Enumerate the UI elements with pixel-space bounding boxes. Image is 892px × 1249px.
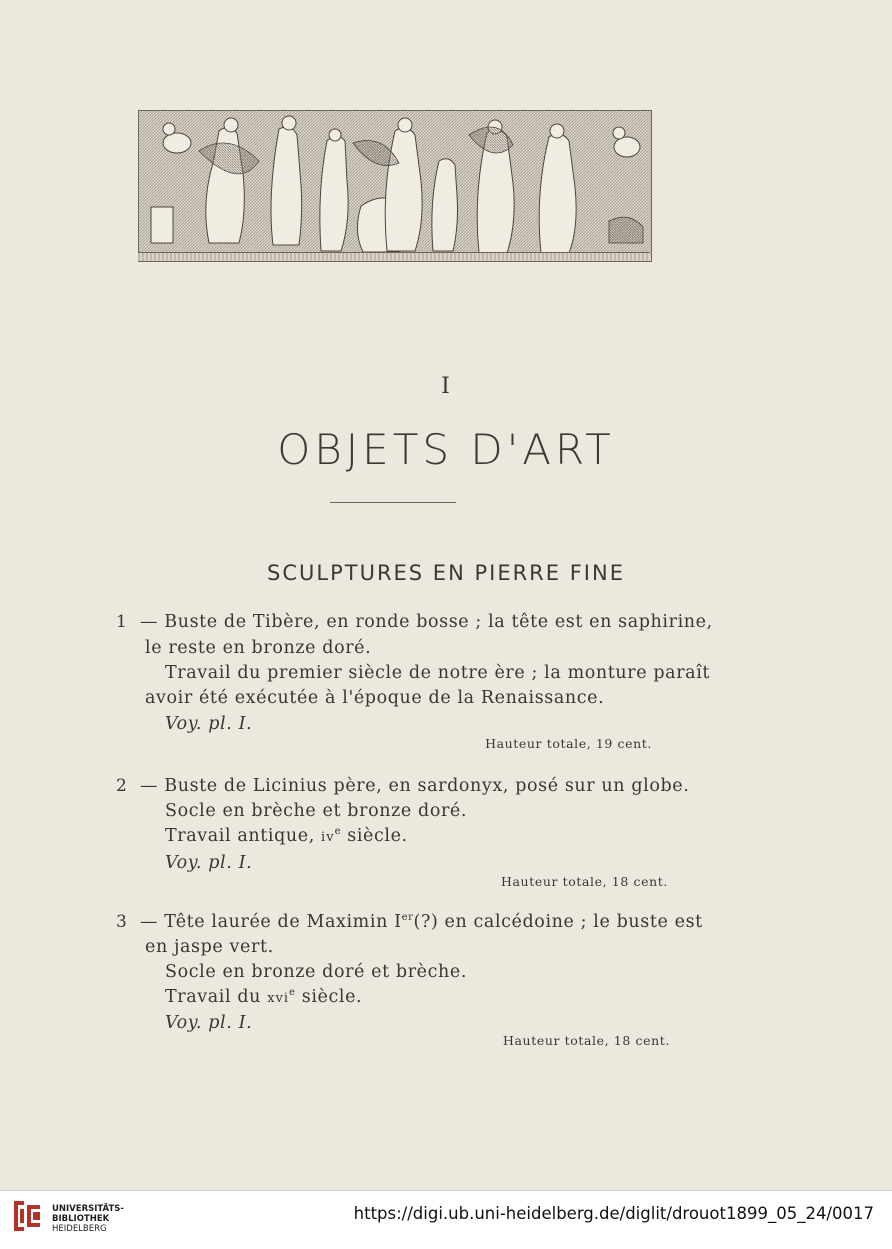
entry-number: 1: [116, 612, 127, 632]
entry-text-line: Socle en bronze doré et brèche.: [165, 962, 468, 982]
heidelberg-library-logo-icon: [10, 1199, 44, 1233]
entry-number: 3: [116, 912, 127, 932]
page-title: OBJETS D'ART: [277, 425, 615, 474]
entry-text-line: — Tête laurée de Maximin Ier(?) en calcédoine ; le buste est: [140, 912, 703, 932]
title-divider: [330, 502, 456, 503]
footer-bar: [0, 1190, 892, 1249]
section-number: I: [441, 374, 451, 399]
library-logo-text: [52, 1204, 124, 1234]
entry-number: 2: [116, 776, 127, 796]
entry-text-line: en jaspe vert.: [145, 937, 274, 957]
entry-text-line: Travail antique, $iv^e$ siècle.: [165, 826, 408, 846]
dimension-note: Hauteur totale, 18 cent.: [503, 1033, 670, 1048]
entry-text-line: Travail du xvi$^e$ siècle.: [165, 987, 363, 1007]
plate-reference: Voy. pl. I.: [165, 714, 253, 734]
logo-line: HEIDELBERG: [52, 1224, 107, 1234]
frieze-base-border: [138, 252, 650, 262]
dimension-note: Hauteur totale, 18 cent.: [501, 874, 668, 889]
section-subtitle: SCULPTURES EN PIERRE FINE: [267, 561, 625, 585]
source-url-link[interactable]: https://digi.ub.uni-heidelberg.de/diglit/drouot1899_05_24/0017: [353, 1204, 874, 1223]
dimension-note: Hauteur totale, 19 cent.: [485, 736, 652, 751]
frieze-engraving: [138, 110, 652, 262]
plate-reference: Voy. pl. I.: [165, 1013, 253, 1033]
frieze-figures-illustration: [139, 111, 651, 253]
entry-text-line: Socle en brèche et bronze doré.: [165, 801, 468, 821]
logo-line: UNIVERSITÄTS-: [52, 1204, 124, 1214]
entry-text-line: le reste en bronze doré.: [145, 638, 372, 658]
entry-text-line: — Buste de Tibère, en ronde bosse ; la tête est en saphirine,: [140, 612, 713, 632]
entry-text-line: Travail du premier siècle de notre ère ; la monture paraît: [165, 663, 711, 683]
plate-reference: Voy. pl. I.: [165, 853, 253, 873]
logo-line: BIBLIOTHEK: [52, 1214, 110, 1224]
entry-text-line: avoir été exécutée à l'époque de la Renaissance.: [145, 688, 605, 708]
entry-text-line: — Buste de Licinius père, en sardonyx, posé sur un globe.: [140, 776, 690, 796]
